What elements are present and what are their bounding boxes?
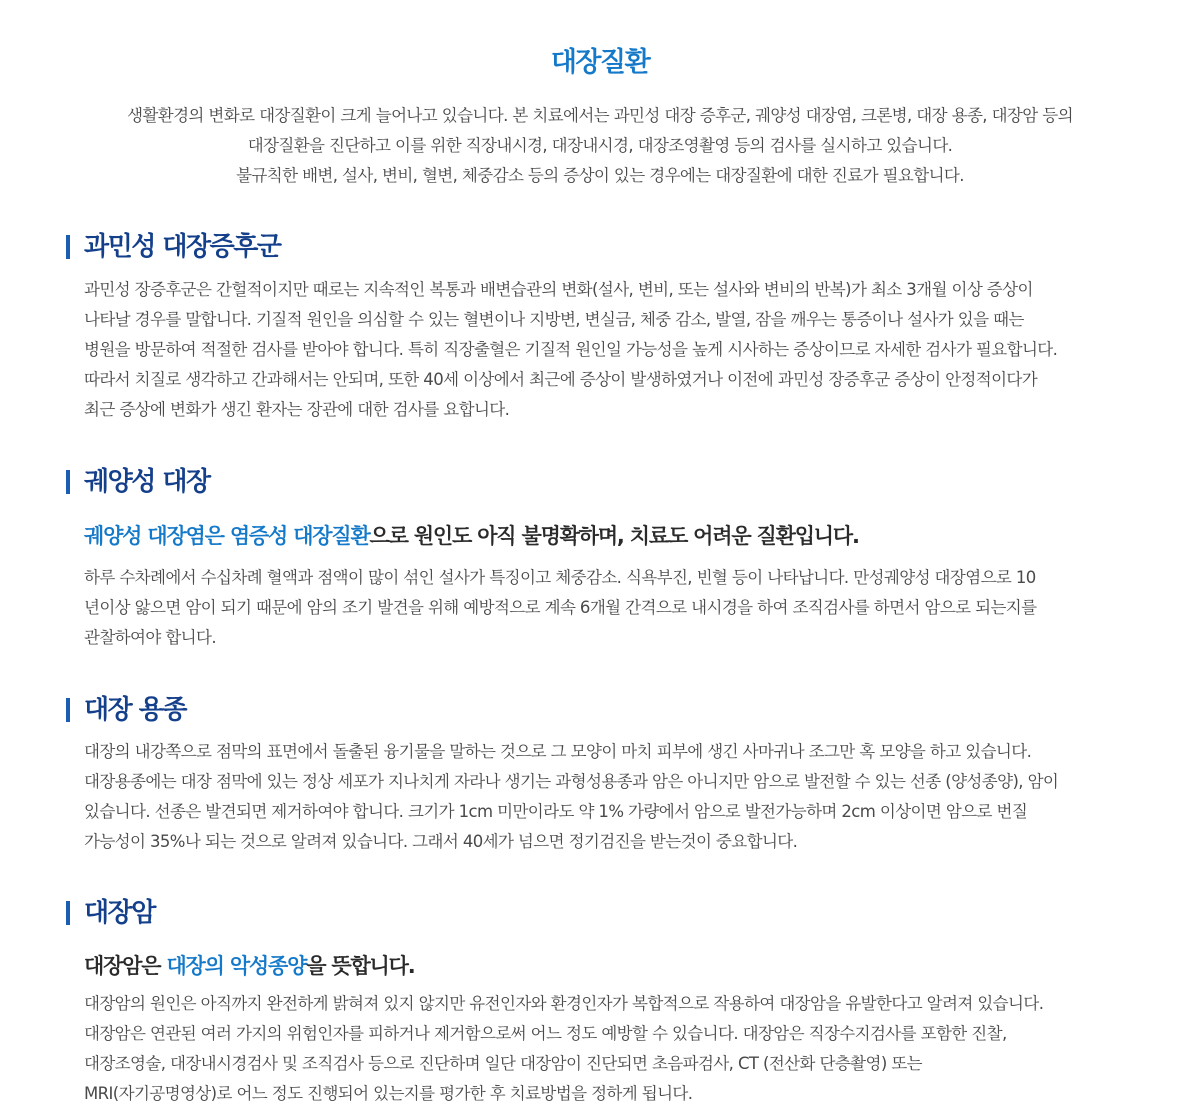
section-body-cancer (84, 989, 1164, 1109)
subtitle-rest: 으로 원인도 아직 불명확하며, 치료도 어려운 질환입니다. (369, 524, 859, 548)
section-title: 궤양성 대장 (84, 467, 210, 497)
subtitle-lead: 대장암은 (84, 954, 167, 978)
subtitle-rest: 을 뜻합니다. (306, 954, 415, 978)
intro-paragraph (60, 101, 1140, 191)
heading-bar-icon (66, 470, 70, 494)
body-line: 따라서 치질로 생각하고 간과해서는 안되며, 또한 40세 이상에서 최근에 증상이 발생하였거나 이전에 과민성 장증후군 증상이 안정적이다가 (84, 370, 1038, 389)
intro-line: 불규칙한 배변, 설사, 변비, 혈변, 체중감소 등의 증상이 있는 경우에는 대장질환에 대한 진료가 필요합니다. (236, 166, 964, 185)
body-line: 대장용종에는 대장 점막에 있는 정상 세포가 지나치게 자라나 생기는 과형성용종과 암은 아니지만 암으로 발전할 수 있는 선종 (양성종양), 암이 (84, 772, 1059, 791)
section-heading-cancer (66, 896, 1166, 930)
subtitle-highlight: 대장의 악성종양 (166, 954, 307, 978)
intro-line: 대장질환을 진단하고 이를 위한 직장내시경, 대장내시경, 대장조영촬영 등의 검사를 실시하고 있습니다. (247, 136, 953, 155)
body-line: 하루 수차례에서 수십차례 혈액과 점액이 많이 섞인 설사가 특징이고 체중감소. 식욕부진, 빈혈 등이 나타납니다. 만성궤양성 대장염으로 10 (84, 568, 1036, 587)
body-line: 나타날 경우를 말합니다. 기질적 원인을 의심할 수 있는 혈변이나 지방변, 변실금, 체중 감소, 발열, 잠을 깨우는 통증이나 설사가 있을 때는 (84, 310, 1024, 329)
body-line: 년이상 앓으면 암이 되기 때문에 암의 조기 발견을 위해 예방적으로 계속 6개월 간격으로 내시경을 하여 조직검사를 하면서 암으로 되는지를 (84, 598, 1037, 617)
section-heading-ibs (66, 230, 1166, 264)
body-line: MRI(자기공명영상)로 어느 정도 진행되어 있는지를 평가한 후 치료방법을 정하게 됩니다. (84, 1084, 693, 1103)
body-line: 대장암의 원인은 아직까지 완전하게 밝혀져 있지 않지만 유전인자와 환경인자가 복합적으로 작용하여 대장암을 유발한다고 알려져 있습니다. (84, 994, 1044, 1013)
heading-bar-icon (66, 901, 70, 925)
body-line: 관찰하여야 합니다. (84, 628, 217, 647)
body-line: 최근 증상에 변화가 생긴 환자는 장관에 대한 검사를 요합니다. (84, 400, 510, 419)
body-line: 있습니다. 선종은 발견되면 제거하여야 합니다. 크기가 1cm 미만이라도 약 1% 가량에서 암으로 발전가능하며 2cm 이상이면 암으로 번질 (84, 802, 1028, 821)
body-line: 가능성이 35%나 되는 것으로 알려져 있습니다. 그래서 40세가 넘으면 정기검진을 받는것이 중요합니다. (84, 832, 798, 851)
body-line: 병원을 방문하여 적절한 검사를 받아야 합니다. 특히 직장출혈은 기질적 원인일 가능성을 높게 시사하는 증상이므로 자세한 검사가 필요합니다. (84, 340, 1058, 359)
body-line: 대장조영술, 대장내시경검사 및 조직검사 등으로 진단하며 일단 대장암이 진단되면 초음파검사, CT (전산화 단층촬영) 또는 (84, 1054, 923, 1073)
section-subtitle-uc (84, 521, 859, 551)
section-heading-uc (66, 465, 1166, 499)
section-heading-polyp (66, 693, 1166, 727)
body-line: 과민성 장증후군은 간헐적이지만 때로는 지속적인 복통과 배변습관의 변화(설사, 변비, 또는 설사와 변비의 반복)가 최소 3개월 이상 증상이 (84, 280, 1033, 299)
body-line: 대장의 내강쪽으로 점막의 표면에서 돌출된 융기물을 말하는 것으로 그 모양이 마치 피부에 생긴 사마귀나 조그만 혹 모양을 하고 있습니다. (84, 742, 1032, 761)
section-title: 대장 용종 (84, 695, 187, 725)
subtitle-highlight: 궤양성 대장염은 염증성 대장질환 (84, 524, 370, 548)
heading-bar-icon (66, 235, 70, 259)
section-title: 과민성 대장증후군 (84, 232, 281, 262)
section-subtitle-cancer (84, 951, 415, 981)
section-body-uc (84, 563, 1164, 653)
intro-line: 생활환경의 변화로 대장질환이 크게 늘어나고 있습니다. 본 치료에서는 과민성 대장 증후군, 궤양성 대장염, 크론병, 대장 용종, 대장암 등의 (127, 106, 1073, 125)
page-title: 대장질환 (550, 47, 650, 78)
body-line: 대장암은 연관된 여러 가지의 위험인자를 피하거나 제거함으로써 어느 정도 예방할 수 있습니다. 대장암은 직장수지검사를 포함한 진찰, (84, 1024, 1007, 1043)
section-title: 대장암 (84, 898, 155, 928)
section-body-ibs (84, 275, 1164, 425)
heading-bar-icon (66, 698, 70, 722)
section-body-polyp (84, 737, 1164, 857)
